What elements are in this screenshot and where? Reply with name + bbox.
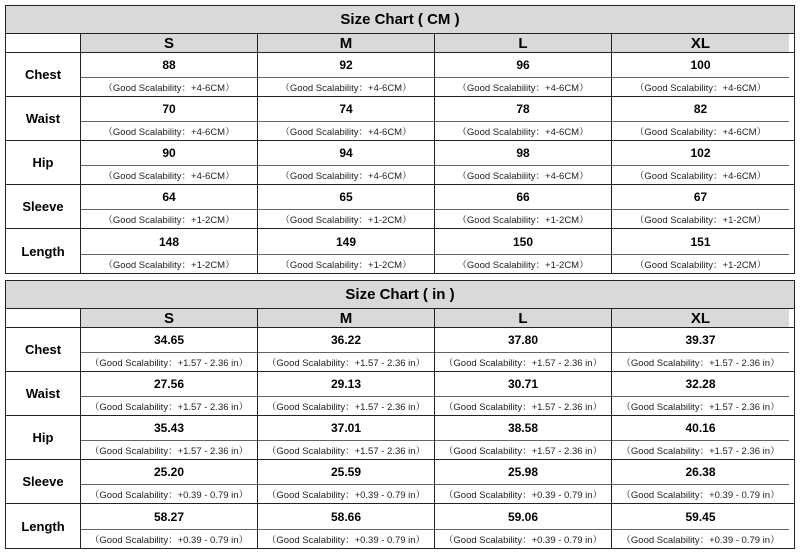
size-cell (258, 372, 435, 415)
size-header-xl: XL (612, 309, 789, 327)
measure-value: 39.37 (612, 328, 789, 353)
scalability-note: （Good Scalability：+1.57 - 2.36 in） (621, 358, 780, 369)
size-cell (435, 97, 612, 140)
scalability-note: （Good Scalability：+1-2CM） (457, 215, 589, 226)
scalability-note: （Good Scalability：+1-2CM） (280, 260, 412, 271)
measure-row-hip (6, 141, 794, 185)
size-cell (435, 53, 612, 96)
scalability-note: （Good Scalability：+0.39 - 0.79 in） (621, 490, 780, 501)
size-cell (612, 229, 789, 273)
size-cell (435, 504, 612, 548)
size-chart-cm (5, 5, 795, 274)
size-cell (81, 141, 258, 184)
measure-value: 96 (435, 53, 611, 78)
size-cell (81, 416, 258, 459)
measure-value: 100 (612, 53, 789, 78)
measure-row-sleeve (6, 460, 794, 504)
scalability-note: （Good Scalability：+1.57 - 2.36 in） (89, 446, 249, 457)
scalability-note: （Good Scalability：+1.57 - 2.36 in） (443, 402, 603, 413)
measure-value: 88 (81, 53, 257, 78)
measure-value: 82 (612, 97, 789, 122)
size-header-l: L (435, 34, 612, 52)
measure-row-sleeve (6, 185, 794, 229)
measure-row-chest (6, 328, 794, 372)
size-header-row (6, 309, 794, 328)
scalability-note: （Good Scalability：+4-6CM） (103, 127, 235, 138)
size-cell (258, 229, 435, 273)
size-cell (435, 416, 612, 459)
size-header-s: S (81, 34, 258, 52)
size-cell (81, 97, 258, 140)
scalability-note: （Good Scalability：+0.39 - 0.79 in） (89, 490, 249, 501)
size-cell (81, 504, 258, 548)
scalability-note: （Good Scalability：+0.39 - 0.79 in） (443, 490, 603, 501)
measure-value: 150 (435, 229, 611, 255)
scalability-note: （Good Scalability：+0.39 - 0.79 in） (621, 535, 780, 546)
measure-label: Sleeve (6, 460, 81, 503)
size-cell (81, 229, 258, 273)
scalability-note: （Good Scalability：+4-6CM） (457, 127, 589, 138)
measure-value: 36.22 (258, 328, 434, 353)
measure-value: 25.20 (81, 460, 257, 485)
scalability-note: （Good Scalability：+1.57 - 2.36 in） (443, 446, 603, 457)
measure-value: 40.16 (612, 416, 789, 441)
size-cell (612, 460, 789, 503)
measure-label: Waist (6, 97, 81, 140)
size-cell (435, 372, 612, 415)
scalability-note: （Good Scalability：+1.57 - 2.36 in） (266, 446, 426, 457)
measure-value: 92 (258, 53, 434, 78)
measure-row-waist (6, 372, 794, 416)
measure-value: 27.56 (81, 372, 257, 397)
measure-value: 58.27 (81, 504, 257, 530)
scalability-note: （Good Scalability：+1.57 - 2.36 in） (89, 402, 249, 413)
size-cell (81, 372, 258, 415)
measure-value: 29.13 (258, 372, 434, 397)
measure-value: 78 (435, 97, 611, 122)
scalability-note: （Good Scalability：+0.39 - 0.79 in） (443, 535, 603, 546)
size-cell (81, 460, 258, 503)
measure-row-waist (6, 97, 794, 141)
measure-value: 65 (258, 185, 434, 210)
measure-value: 70 (81, 97, 257, 122)
measure-label: Hip (6, 416, 81, 459)
measure-value: 37.80 (435, 328, 611, 353)
measure-value: 37.01 (258, 416, 434, 441)
size-cell (258, 97, 435, 140)
size-cell (435, 185, 612, 228)
measure-value: 58.66 (258, 504, 434, 530)
chart-title: Size Chart ( in ) (6, 281, 794, 309)
size-cell (258, 328, 435, 371)
header-corner (6, 309, 81, 327)
scalability-note: （Good Scalability：+4-6CM） (634, 171, 767, 182)
measure-value: 64 (81, 185, 257, 210)
chart-title: Size Chart ( CM ) (6, 6, 794, 34)
measure-value: 35.43 (81, 416, 257, 441)
size-cell (435, 229, 612, 273)
size-cell (258, 416, 435, 459)
measure-value: 74 (258, 97, 434, 122)
measure-label: Hip (6, 141, 81, 184)
scalability-note: （Good Scalability：+4-6CM） (457, 171, 589, 182)
size-header-s: S (81, 309, 258, 327)
measure-row-length (6, 229, 794, 273)
measure-value: 59.45 (612, 504, 789, 530)
scalability-note: （Good Scalability：+4-6CM） (280, 171, 412, 182)
measure-value: 98 (435, 141, 611, 166)
measure-value: 94 (258, 141, 434, 166)
scalability-note: （Good Scalability：+0.39 - 0.79 in） (266, 535, 426, 546)
size-chart-inch (5, 280, 795, 549)
measure-value: 148 (81, 229, 257, 255)
size-cell (612, 97, 789, 140)
scalability-note: （Good Scalability：+1-2CM） (634, 215, 767, 226)
size-cell (612, 141, 789, 184)
scalability-note: （Good Scalability：+1.57 - 2.36 in） (89, 358, 249, 369)
measure-value: 25.98 (435, 460, 611, 485)
measure-label: Length (6, 229, 81, 273)
measure-value: 59.06 (435, 504, 611, 530)
measure-value: 67 (612, 185, 789, 210)
measure-label: Length (6, 504, 81, 548)
size-header-m: M (258, 34, 435, 52)
size-cell (258, 504, 435, 548)
size-cell (435, 328, 612, 371)
measure-value: 25.59 (258, 460, 434, 485)
measure-value: 26.38 (612, 460, 789, 485)
scalability-note: （Good Scalability：+4-6CM） (634, 127, 767, 138)
measure-value: 149 (258, 229, 434, 255)
size-cell (258, 460, 435, 503)
scalability-note: （Good Scalability：+4-6CM） (103, 171, 235, 182)
size-header-m: M (258, 309, 435, 327)
measure-row-chest (6, 53, 794, 97)
measure-label: Chest (6, 328, 81, 371)
scalability-note: （Good Scalability：+0.39 - 0.79 in） (89, 535, 249, 546)
measure-value: 30.71 (435, 372, 611, 397)
size-cell (258, 141, 435, 184)
size-header-l: L (435, 309, 612, 327)
size-cell (612, 504, 789, 548)
scalability-note: （Good Scalability：+1.57 - 2.36 in） (621, 446, 780, 457)
size-header-row (6, 34, 794, 53)
measure-value: 102 (612, 141, 789, 166)
measure-row-hip (6, 416, 794, 460)
size-cell (612, 53, 789, 96)
scalability-note: （Good Scalability：+1-2CM） (634, 260, 767, 271)
measure-label: Sleeve (6, 185, 81, 228)
size-cell (258, 185, 435, 228)
size-header-xl: XL (612, 34, 789, 52)
size-cell (81, 53, 258, 96)
measure-value: 38.58 (435, 416, 611, 441)
size-cell (81, 185, 258, 228)
scalability-note: （Good Scalability：+1-2CM） (457, 260, 589, 271)
measure-row-length (6, 504, 794, 548)
scalability-note: （Good Scalability：+1-2CM） (103, 215, 235, 226)
scalability-note: （Good Scalability：+4-6CM） (634, 83, 767, 94)
scalability-note: （Good Scalability：+1-2CM） (280, 215, 412, 226)
scalability-note: （Good Scalability：+4-6CM） (457, 83, 589, 94)
scalability-note: （Good Scalability：+0.39 - 0.79 in） (266, 490, 426, 501)
size-cell (612, 372, 789, 415)
size-cell (81, 328, 258, 371)
measure-label: Chest (6, 53, 81, 96)
size-cell (612, 185, 789, 228)
size-cell (258, 53, 435, 96)
scalability-note: （Good Scalability：+1.57 - 2.36 in） (443, 358, 603, 369)
measure-value: 151 (612, 229, 789, 255)
scalability-note: （Good Scalability：+4-6CM） (280, 83, 412, 94)
measure-value: 90 (81, 141, 257, 166)
size-cell (435, 460, 612, 503)
scalability-note: （Good Scalability：+4-6CM） (103, 83, 235, 94)
size-cell (435, 141, 612, 184)
measure-value: 66 (435, 185, 611, 210)
size-cell (612, 416, 789, 459)
scalability-note: （Good Scalability：+1-2CM） (103, 260, 235, 271)
header-corner (6, 34, 81, 52)
scalability-note: （Good Scalability：+1.57 - 2.36 in） (621, 402, 780, 413)
measure-value: 34.65 (81, 328, 257, 353)
scalability-note: （Good Scalability：+1.57 - 2.36 in） (266, 358, 426, 369)
scalability-note: （Good Scalability：+4-6CM） (280, 127, 412, 138)
scalability-note: （Good Scalability：+1.57 - 2.36 in） (266, 402, 426, 413)
size-cell (612, 328, 789, 371)
measure-label: Waist (6, 372, 81, 415)
measure-value: 32.28 (612, 372, 789, 397)
